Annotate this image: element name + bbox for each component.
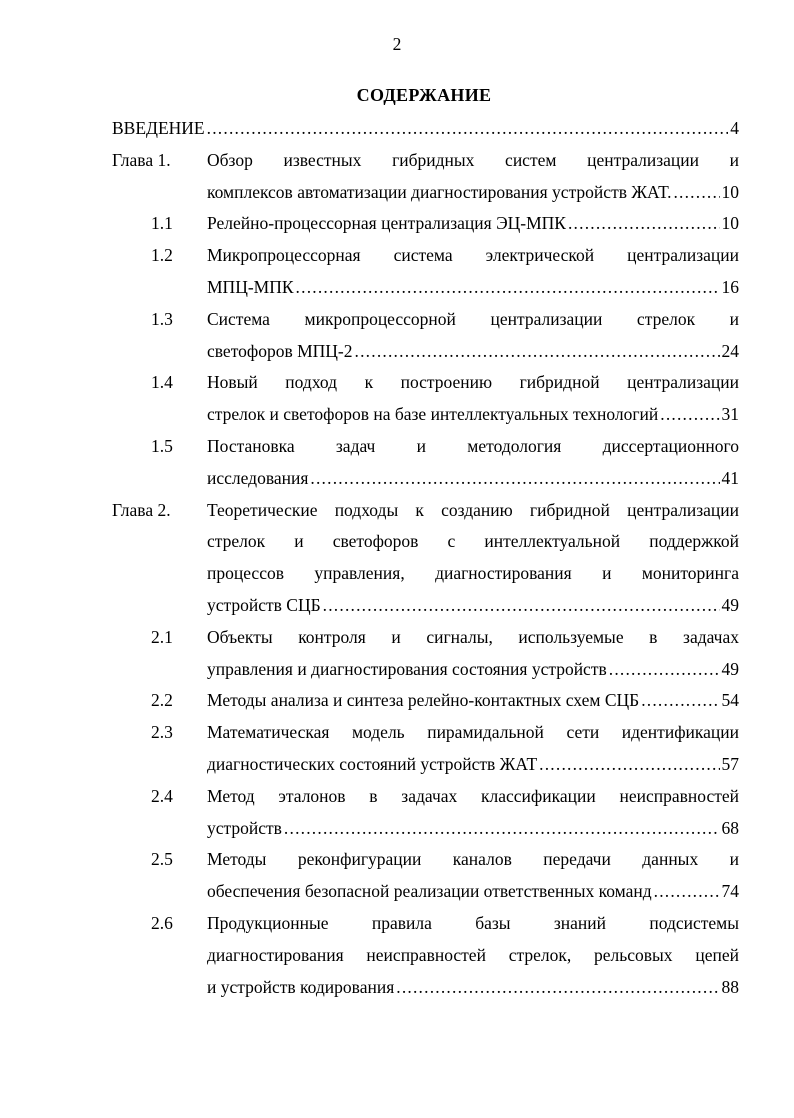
section-last-line-text: обеспечения безопасной реализации ответственных команд — [207, 881, 652, 902]
dot-leader — [396, 975, 719, 999]
section-last-line-page: 74 — [721, 881, 739, 902]
chapter-text-line: Теоретические подходы к созданию гибридной централизации — [207, 499, 739, 520]
section-number: 2.3 — [151, 722, 173, 743]
section-text-line: Метод эталонов в задачах классификации неисправностей — [207, 785, 739, 806]
section-last-line-text: устройств — [207, 817, 282, 838]
toc-entry-intro[interactable] — [0, 116, 794, 140]
section-last-line-text: светофоров МПЦ-2 — [207, 340, 353, 361]
section-last-line-text: Методы анализа и синтеза релейно-контактных схем СЦБ — [207, 690, 640, 711]
chapter-last-line-page: 49 — [721, 594, 739, 615]
chapter-label: Глава 1. — [112, 149, 171, 170]
dot-leader — [660, 402, 719, 426]
section-last-line[interactable] — [207, 816, 739, 840]
section-text-line: Микропроцессорная система электрической централизации — [207, 245, 739, 266]
section-number: 2.6 — [151, 913, 173, 933]
section-text-line: Объекты контроля и сигналы, используемые в задачах — [207, 626, 739, 647]
dot-leader — [641, 688, 719, 712]
dot-leader — [310, 466, 719, 490]
chapter-last-line-text: устройств СЦБ — [207, 594, 321, 615]
chapter-last-line[interactable] — [207, 180, 739, 204]
toc-title: СОДЕРЖАНИЕ — [356, 85, 492, 105]
section-last-line[interactable] — [207, 752, 739, 776]
section-last-line-page: 31 — [721, 404, 739, 425]
toc-entry-section[interactable] — [0, 688, 794, 720]
section-number: 1.4 — [151, 372, 173, 393]
chapter-text-line: Обзор известных гибридных систем централизации и — [207, 149, 739, 170]
section-last-line-page: 68 — [721, 817, 739, 838]
section-number: 1.1 — [151, 213, 173, 234]
section-text-line: Методы реконфигурации каналов передачи данных и — [207, 849, 739, 870]
section-last-line-text: управления и диагностирования состояния устройств — [207, 658, 607, 679]
section-last-line-text: и устройств кодирования — [207, 976, 395, 997]
section-last-line[interactable] — [207, 466, 739, 490]
section-last-line[interactable] — [207, 688, 739, 712]
section-text-line: Система микропроцессорной централизации стрелок и — [207, 308, 739, 329]
dot-leader — [296, 275, 720, 299]
section-number: 1.3 — [151, 308, 173, 329]
chapter-text-line: процессов управления, диагностирования и мониторинга — [207, 563, 739, 584]
section-last-line-page: 41 — [721, 467, 739, 488]
section-number: 1.5 — [151, 436, 173, 456]
section-last-line[interactable] — [207, 275, 739, 299]
toc-entry-section[interactable] — [0, 370, 794, 434]
section-last-line-page: 49 — [721, 658, 739, 679]
dot-leader — [568, 211, 720, 235]
chapter-label: Глава 2. — [112, 499, 171, 520]
intro-line-text: ВВЕДЕНИЕ — [112, 118, 205, 138]
section-text-line: Постановка задач и методология диссертационного — [207, 436, 739, 456]
section-number: 2.4 — [151, 785, 173, 806]
section-last-line-text: МПЦ-МПК — [207, 276, 294, 297]
toc-entry-section[interactable] — [0, 434, 794, 498]
toc-entry-chapter[interactable] — [0, 148, 794, 212]
toc-entry-chapter[interactable] — [0, 498, 794, 625]
intro-line[interactable] — [112, 116, 739, 140]
section-last-line-page: 57 — [721, 753, 739, 774]
section-last-line-page: 54 — [721, 690, 739, 711]
chapter-last-line[interactable] — [207, 593, 739, 617]
section-text-line: Новый подход к построению гибридной централизации — [207, 372, 739, 393]
section-text-line: Продукционные правила базы знаний подсистемы — [207, 913, 739, 933]
section-last-line[interactable] — [207, 657, 739, 681]
section-last-line-page: 16 — [721, 276, 739, 297]
section-last-line[interactable] — [207, 402, 739, 426]
section-number: 2.5 — [151, 849, 173, 870]
toc-entry-section[interactable] — [0, 784, 794, 848]
dot-leader — [539, 752, 719, 776]
dot-leader — [654, 879, 720, 903]
intro-line-page: 4 — [730, 118, 739, 138]
dot-leader — [673, 180, 719, 204]
dot-leader — [284, 816, 720, 840]
toc-entry-section[interactable] — [0, 307, 794, 371]
dot-leader — [207, 116, 729, 140]
page-number: 2 — [392, 34, 402, 54]
section-last-line[interactable] — [207, 211, 739, 235]
chapter-last-line-text: комплексов автоматизации диагностирования устройств ЖАТ. — [207, 181, 672, 202]
toc-entry-section[interactable] — [0, 847, 794, 911]
section-last-line-text: диагностических состояний устройств ЖАТ — [207, 753, 538, 774]
section-last-line-page: 88 — [721, 976, 739, 997]
dot-leader — [323, 593, 720, 617]
toc-entry-section[interactable] — [0, 911, 794, 1006]
section-number: 1.2 — [151, 245, 173, 266]
toc-entry-section[interactable] — [0, 243, 794, 307]
section-last-line[interactable] — [207, 879, 739, 903]
dot-leader — [609, 657, 720, 681]
section-number: 2.1 — [151, 626, 173, 647]
section-number: 2.2 — [151, 690, 173, 711]
section-last-line-page: 10 — [721, 213, 739, 234]
toc-entry-section[interactable] — [0, 720, 794, 784]
section-last-line-page: 24 — [721, 340, 739, 361]
section-text-line: Математическая модель пирамидальной сети идентификации — [207, 722, 739, 743]
chapter-last-line-page: 10 — [721, 181, 739, 202]
toc-entry-section[interactable] — [0, 625, 794, 689]
section-text-line: диагностирования неисправностей стрелок, рельсовых цепей — [207, 944, 739, 965]
section-last-line-text: исследования — [207, 467, 309, 488]
dot-leader — [355, 339, 720, 363]
section-last-line[interactable] — [207, 339, 739, 363]
section-last-line-text: стрелок и светофоров на базе интеллектуальных технологий — [207, 404, 659, 425]
chapter-text-line: стрелок и светофоров с интеллектуальной поддержкой — [207, 531, 739, 552]
section-last-line[interactable] — [207, 975, 739, 999]
section-last-line-text: Релейно-процессорная централизация ЭЦ-МПК — [207, 213, 566, 234]
toc-entry-section[interactable] — [0, 211, 794, 243]
